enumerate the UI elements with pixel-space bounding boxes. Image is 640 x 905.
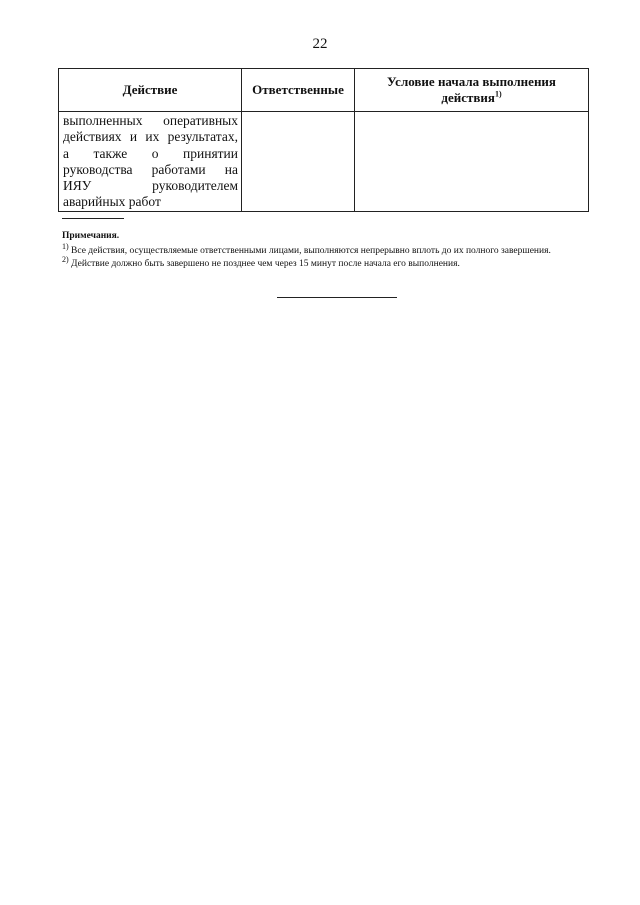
page-number: 22: [312, 36, 328, 52]
notes-title: Примечания.: [62, 231, 120, 241]
header-condition-line2: действия: [441, 90, 495, 105]
table-row: [59, 112, 589, 212]
end-of-document-rule: [277, 297, 397, 298]
action-text-line: действиях и их результатах,: [63, 129, 238, 145]
footnote-divider: [62, 218, 124, 219]
table-header-row: [59, 69, 589, 112]
action-text-line: выполненных оперативных: [63, 113, 238, 128]
note-text: Все действия, осуществляемые ответственными лицами, выполняются непрерывно вплоть до их полного завершения.: [68, 246, 551, 256]
actions-table: [58, 68, 589, 212]
action-text-line: аварийных работ: [63, 194, 161, 210]
header-condition-footnote-marker: 1): [494, 89, 502, 99]
notes-section: [62, 230, 584, 271]
note-marker: 2): [62, 254, 69, 264]
header-action: Действие: [59, 69, 242, 112]
header-responsible: Ответственные: [242, 69, 355, 112]
note-text: Действие должно быть завершено не позднее чем через 15 минут после начала его выполнения.: [68, 259, 460, 269]
action-text-line: руководства работами на: [63, 161, 238, 177]
action-text-line: ИЯУ руководителем: [63, 178, 238, 194]
note-item: [62, 241, 584, 258]
note-item: [62, 254, 584, 271]
note-marker: 1): [62, 241, 69, 251]
action-text-line: а также о принятии: [63, 145, 238, 161]
cell-responsible: [242, 112, 355, 212]
cell-action: [59, 112, 242, 212]
header-condition-line1: Условие начала выполнения: [387, 74, 556, 89]
header-condition: [355, 69, 589, 112]
cell-condition: [355, 112, 589, 212]
